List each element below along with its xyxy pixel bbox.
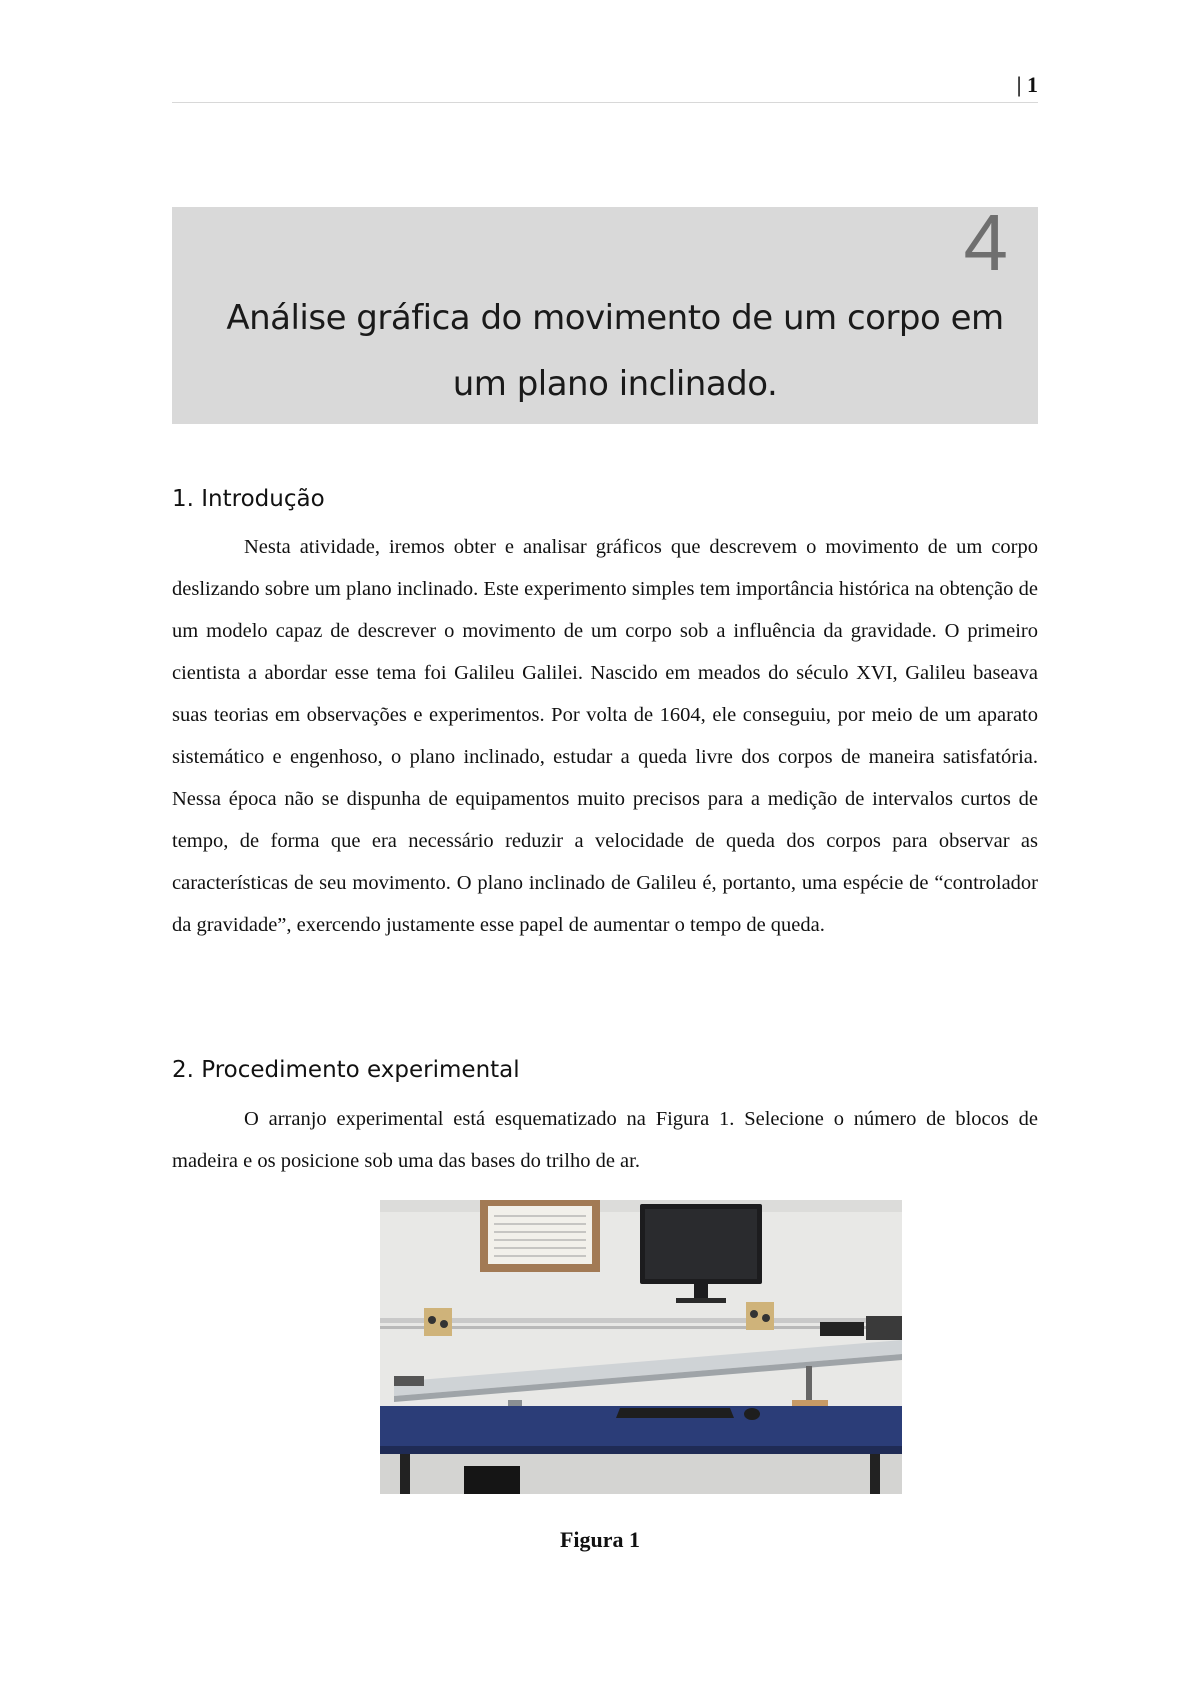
chapter-banner: [172, 198, 1038, 424]
procedure-paragraph: O arranjo experimental está esquematizado na Figura 1. Selecione o número de blocos de madeira e os posicione sob uma das bases do trilho de ar.: [172, 1108, 1038, 1172]
introduction-paragraph: Nesta atividade, iremos obter e analisar gráficos que descrevem o movimento de um corpo deslizando sobre um plano inclinado. Este experimento simples tem importância histórica na obtenção de um modelo capaz de descrever o movimento de um corpo sob a influência da gravidade. O primeiro cientista a abordar esse tema foi Galileu Galilei. Nascido em meados do século XVI, Galileu baseava suas teorias em observações e experimentos. Por volta de 1604, ele conseguiu, por meio de um aparato sistemático e engenhoso, o plano inclinado, estudar a queda livre dos corpos de maneira satisfatória. Nessa época não se dispunha de equipamentos muito precisos para a medição de intervalos curtos de tempo, de forma que era necessário reduzir a velocidade de queda dos corpos para observar as características de seu movimento. O plano inclinado de Galileu é, portanto, uma espécie de “controlador da gravidade”, exercendo justamente esse papel de aumentar o tempo de queda.: [172, 536, 1038, 936]
chapter-title: Análise gráfica do movimento de um corpo em um plano inclinado.: [226, 298, 1004, 404]
figure-caption: Figura 1: [559, 1527, 641, 1552]
section-heading-introduction: 1. Introdução: [172, 486, 325, 512]
figure-photo-air-track: [380, 1200, 902, 1494]
section-heading-procedure: 2. Procedimento experimental: [172, 1057, 520, 1083]
page-number: | 1: [1016, 72, 1038, 97]
chapter-number: 4: [963, 198, 1008, 287]
page-header: [172, 60, 1038, 103]
